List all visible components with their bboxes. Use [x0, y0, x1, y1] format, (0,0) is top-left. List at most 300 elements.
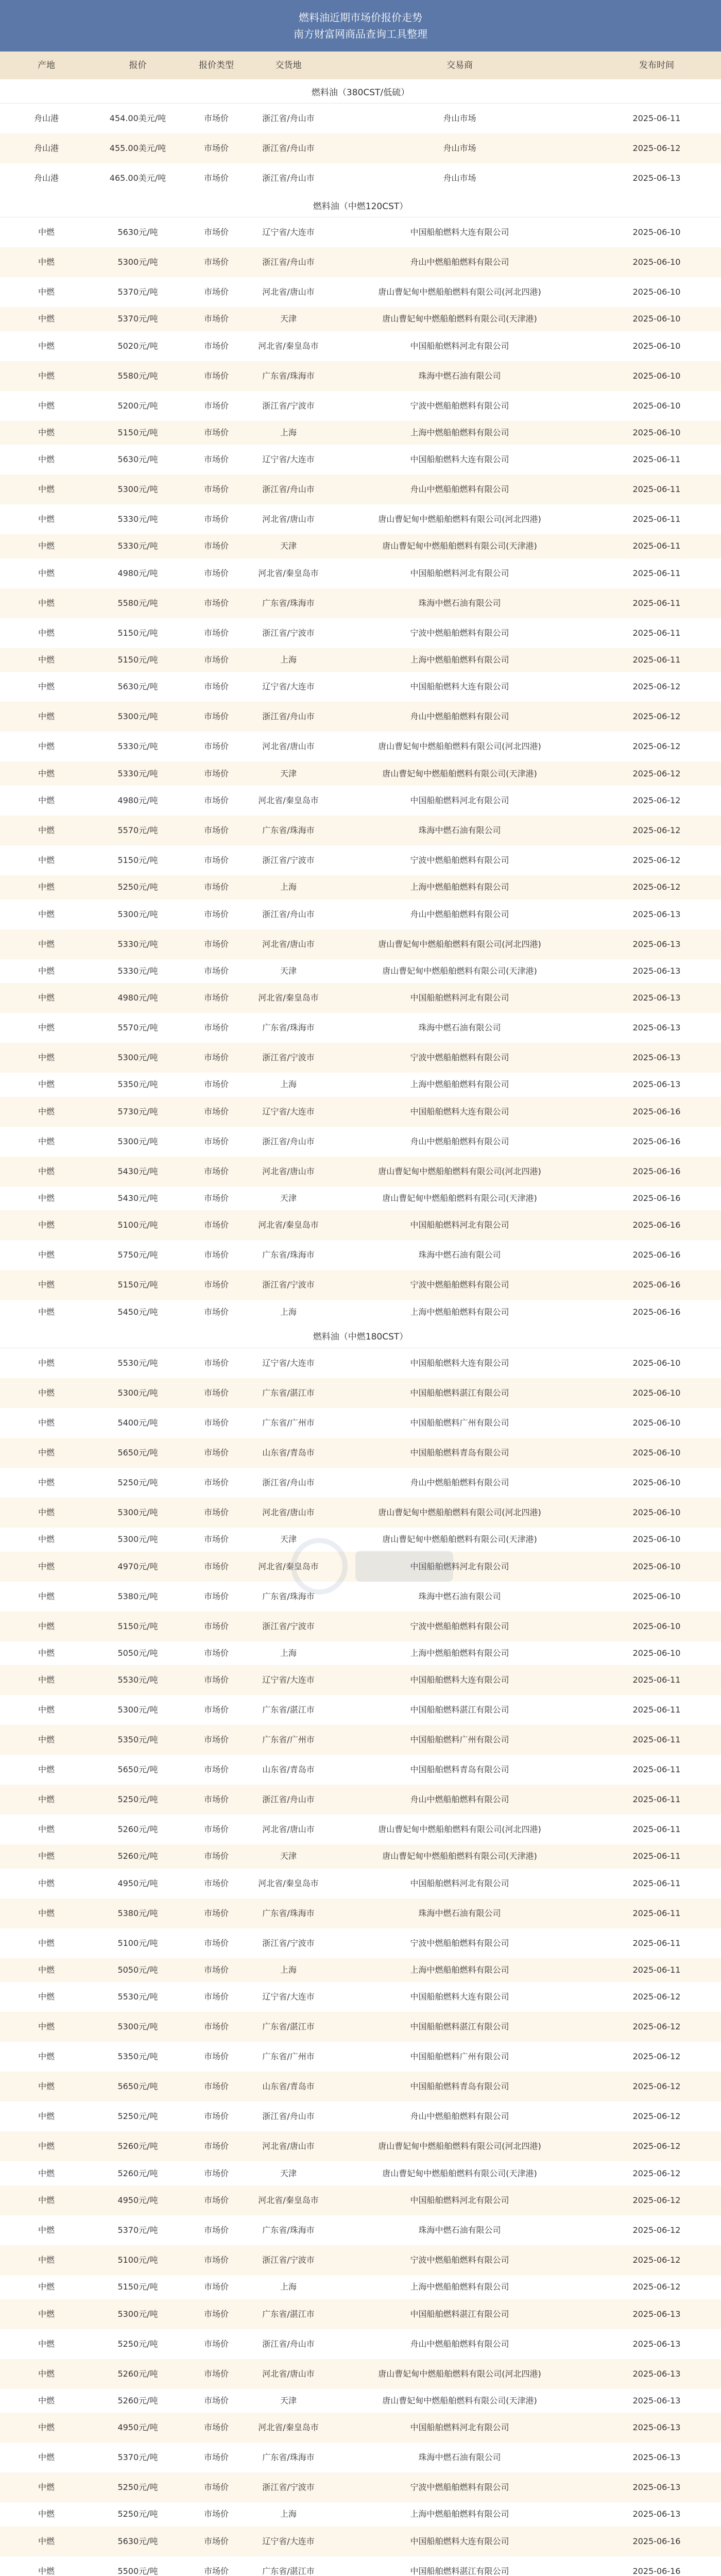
cell-delivery: 山东省/青岛市	[262, 2081, 315, 2092]
cell-price-type: 市场价	[203, 1106, 229, 1116]
table-row	[0, 1043, 721, 1073]
cell-delivery: 广东省/珠海市	[262, 1023, 315, 1033]
table-row	[0, 1073, 721, 1097]
cell-delivery: 河北省/秦皇岛市	[258, 2195, 319, 2205]
cell-origin: 中燃	[38, 1250, 55, 1260]
cell-origin: 中燃	[38, 1358, 55, 1368]
cell-price: 5260元/吨	[117, 1851, 158, 1861]
cell-price-type: 市场价	[203, 1280, 229, 1290]
cell-dealer: 舟山中燃船舶燃料有限公司	[410, 1794, 509, 1805]
cell-price: 454.00美元/吨	[109, 113, 166, 123]
cell-dealer: 上海中燃船舶燃料有限公司	[410, 882, 509, 892]
table-row	[0, 1982, 721, 2012]
cell-price-type: 市场价	[203, 2282, 229, 2292]
cell-date: 2025-06-10	[632, 400, 681, 411]
table-row	[0, 1157, 721, 1187]
cell-origin: 中燃	[38, 514, 55, 524]
cell-origin: 中燃	[38, 628, 55, 638]
cell-origin: 中燃	[38, 1417, 55, 1428]
cell-dealer: 珠海中燃石油有限公司	[418, 1908, 501, 1918]
cell-dealer: 舟山市场	[443, 113, 476, 123]
cell-delivery: 河北省/秦皇岛市	[258, 1878, 319, 1888]
cell-date: 2025-06-16	[632, 1307, 681, 1317]
cell-price: 5300元/吨	[117, 1053, 158, 1063]
cell-date: 2025-06-11	[632, 484, 681, 495]
cell-delivery: 浙江省/舟山市	[262, 2111, 315, 2122]
cell-dealer: 唐山曹妃甸中燃船舶燃料有限公司(天津港)	[382, 965, 537, 976]
table-row	[0, 1755, 721, 1785]
cell-price-type: 市场价	[203, 1387, 229, 1398]
cell-price: 5260元/吨	[117, 2141, 158, 2151]
table-row	[0, 2502, 721, 2527]
cell-origin: 中燃	[38, 341, 55, 351]
cell-origin: 中燃	[38, 1908, 55, 1918]
table-header	[0, 52, 721, 79]
cell-delivery: 上海	[280, 2282, 297, 2292]
cell-price: 5500元/吨	[117, 2566, 158, 2576]
cell-price-type: 市场价	[203, 541, 229, 551]
cell-origin: 中燃	[38, 1851, 55, 1861]
cell-price-type: 市场价	[203, 1417, 229, 1428]
cell-dealer: 珠海中燃石油有限公司	[418, 370, 501, 381]
cell-origin: 中燃	[38, 1878, 55, 1888]
cell-origin: 中燃	[38, 1965, 55, 1975]
cell-delivery: 上海	[280, 427, 297, 437]
cell-price: 5530元/吨	[117, 1358, 158, 1368]
cell-price-type: 市场价	[203, 1053, 229, 1063]
cell-dealer: 舟山中燃船舶燃料有限公司	[410, 909, 509, 919]
cell-price: 5430元/吨	[117, 1166, 158, 1176]
cell-delivery: 广东省/广州市	[262, 1735, 315, 1745]
cell-delivery: 天津	[280, 314, 297, 324]
cell-delivery: 浙江省/舟山市	[262, 2338, 315, 2349]
cell-price: 5260元/吨	[117, 2395, 158, 2405]
cell-price: 5730元/吨	[117, 1106, 158, 1116]
page-title: 燃料油近期市场价报价走势	[299, 11, 422, 24]
cell-date: 2025-06-10	[632, 1477, 681, 1487]
cell-date: 2025-06-11	[632, 1965, 681, 1975]
cell-date: 2025-06-12	[632, 882, 681, 892]
cell-delivery: 河北省/唐山市	[262, 514, 315, 524]
cell-price: 4980元/吨	[117, 993, 158, 1003]
cell-delivery: 河北省/秦皇岛市	[258, 1220, 319, 1230]
cell-date: 2025-06-11	[632, 1675, 681, 1685]
cell-origin: 中燃	[38, 965, 55, 976]
cell-price-type: 市场价	[203, 2309, 229, 2319]
cell-delivery: 天津	[280, 541, 297, 551]
cell-dealer: 唐山曹妃甸中燃船舶燃料有限公司(河北四港)	[378, 1166, 541, 1176]
cell-date: 2025-06-12	[632, 2022, 681, 2032]
cell-price: 5200元/吨	[117, 400, 158, 411]
cell-price-type: 市场价	[203, 227, 229, 237]
cell-delivery: 辽宁省/大连市	[262, 454, 315, 465]
cell-price: 5300元/吨	[117, 2022, 158, 2032]
cell-price: 5250元/吨	[117, 2338, 158, 2349]
cell-price-type: 市场价	[203, 2509, 229, 2519]
cell-dealer: 唐山曹妃甸中燃船舶燃料有限公司(河北四港)	[378, 514, 541, 524]
cell-price-type: 市场价	[203, 598, 229, 608]
cell-price-type: 市场价	[203, 741, 229, 752]
table-row	[0, 2185, 721, 2215]
cell-price: 5250元/吨	[117, 2111, 158, 2122]
cell-price-type: 市场价	[203, 1648, 229, 1658]
cell-price-type: 市场价	[203, 1358, 229, 1368]
cell-price: 5150元/吨	[117, 1621, 158, 1631]
cell-price-type: 市场价	[203, 143, 229, 153]
cell-origin: 中燃	[38, 711, 55, 722]
cell-price-type: 市场价	[203, 568, 229, 578]
table-row	[0, 1127, 721, 1157]
cell-origin: 舟山港	[33, 173, 59, 183]
cell-dealer: 唐山曹妃甸中燃船舶燃料有限公司(河北四港)	[378, 1824, 541, 1835]
cell-price: 5150元/吨	[117, 427, 158, 437]
cell-dealer: 上海中燃船舶燃料有限公司	[410, 2282, 509, 2292]
cell-origin: 中燃	[38, 598, 55, 608]
col-dealer: 交易商	[447, 60, 473, 71]
cell-delivery: 浙江省/舟山市	[262, 1136, 315, 1146]
cell-date: 2025-06-16	[632, 1250, 681, 1260]
cell-price-type: 市场价	[203, 400, 229, 411]
cell-price-type: 市场价	[203, 993, 229, 1003]
cell-price-type: 市场价	[203, 1765, 229, 1775]
cell-dealer: 唐山曹妃甸中燃船舶燃料有限公司(天津港)	[382, 768, 537, 778]
cell-price: 5020元/吨	[117, 341, 158, 351]
cell-price-type: 市场价	[203, 682, 229, 692]
cell-origin: 中燃	[38, 1136, 55, 1146]
page-header	[0, 0, 721, 52]
table-row	[0, 163, 721, 193]
table-row	[0, 1928, 721, 1958]
cell-price-type: 市场价	[203, 2141, 229, 2151]
cell-dealer: 中国船舶燃料湛江有限公司	[410, 2309, 509, 2319]
cell-origin: 中燃	[38, 287, 55, 297]
cell-origin: 中燃	[38, 1106, 55, 1116]
cell-price-type: 市场价	[203, 2022, 229, 2032]
cell-origin: 中燃	[38, 1938, 55, 1948]
cell-delivery: 天津	[280, 965, 297, 976]
cell-price: 5370元/吨	[117, 287, 158, 297]
cell-date: 2025-06-11	[632, 454, 681, 465]
cell-date: 2025-06-11	[632, 1705, 681, 1715]
cell-price: 5300元/吨	[117, 2309, 158, 2319]
cell-price-type: 市场价	[203, 1307, 229, 1317]
cell-delivery: 辽宁省/大连市	[262, 2536, 315, 2546]
cell-price: 5580元/吨	[117, 370, 158, 381]
cell-date: 2025-06-11	[632, 541, 681, 551]
cell-origin: 中燃	[38, 2422, 55, 2433]
table-row	[0, 504, 721, 534]
cell-date: 2025-06-13	[632, 2338, 681, 2349]
cell-dealer: 舟山中燃船舶燃料有限公司	[410, 1136, 509, 1146]
cell-origin: 中燃	[38, 2052, 55, 2062]
cell-origin: 中燃	[38, 2081, 55, 2092]
cell-price-type: 市场价	[203, 1534, 229, 1545]
cell-dealer: 宁波中燃船舶燃料有限公司	[410, 1621, 509, 1631]
cell-price-type: 市场价	[203, 454, 229, 465]
cell-delivery: 广东省/珠海市	[262, 598, 315, 608]
cell-delivery: 浙江省/宁波市	[262, 1280, 315, 1290]
cell-delivery: 河北省/唐山市	[262, 1507, 315, 1517]
cell-date: 2025-06-13	[632, 2368, 681, 2379]
cell-price: 5570元/吨	[117, 825, 158, 835]
table-row	[0, 1378, 721, 1408]
cell-price: 5250元/吨	[117, 882, 158, 892]
cell-origin: 中燃	[38, 1387, 55, 1398]
cell-delivery: 辽宁省/大连市	[262, 682, 315, 692]
cell-origin: 中燃	[38, 1447, 55, 1458]
cell-price-type: 市场价	[203, 1824, 229, 1835]
cell-origin: 中燃	[38, 1220, 55, 1230]
cell-delivery: 上海	[280, 1079, 297, 1090]
table-row	[0, 1695, 721, 1725]
cell-origin: 中燃	[38, 2282, 55, 2292]
table-row	[0, 2443, 721, 2472]
cell-date: 2025-06-13	[632, 173, 681, 183]
cell-date: 2025-06-11	[632, 655, 681, 665]
cell-date: 2025-06-13	[632, 2452, 681, 2463]
cell-dealer: 舟山中燃船舶燃料有限公司	[410, 2338, 509, 2349]
cell-date: 2025-06-12	[632, 143, 681, 153]
cell-origin: 中燃	[38, 541, 55, 551]
cell-dealer: 中国船舶燃料青岛有限公司	[410, 1765, 509, 1775]
table-row	[0, 421, 721, 445]
cell-delivery: 浙江省/宁波市	[262, 628, 315, 638]
cell-origin: 中燃	[38, 427, 55, 437]
cell-price: 465.00美元/吨	[109, 173, 166, 183]
cell-price: 4950元/吨	[117, 2195, 158, 2205]
cell-origin: 中燃	[38, 1507, 55, 1517]
cell-origin: 中燃	[38, 227, 55, 237]
cell-dealer: 中国船舶燃料河北有限公司	[410, 1561, 509, 1571]
cell-date: 2025-06-11	[632, 1878, 681, 1888]
cell-price: 4980元/吨	[117, 795, 158, 805]
cell-delivery: 天津	[280, 2168, 297, 2178]
cell-dealer: 中国船舶燃料河北有限公司	[410, 341, 509, 351]
table-row	[0, 2556, 721, 2576]
cell-date: 2025-06-12	[632, 711, 681, 722]
cell-delivery: 浙江省/舟山市	[262, 113, 315, 123]
cell-price-type: 市场价	[203, 1675, 229, 1685]
cell-price: 5300元/吨	[117, 1136, 158, 1146]
cell-origin: 中燃	[38, 1023, 55, 1033]
cell-origin: 中燃	[38, 1079, 55, 1090]
cell-dealer: 珠海中燃石油有限公司	[418, 1023, 501, 1033]
table-row	[0, 816, 721, 845]
table-row	[0, 2329, 721, 2359]
cell-origin: 中燃	[38, 314, 55, 324]
cell-origin: 中燃	[38, 2225, 55, 2235]
cell-dealer: 中国船舶燃料广州有限公司	[410, 1417, 509, 1428]
cell-origin: 中燃	[38, 1621, 55, 1631]
cell-dealer: 中国船舶燃料大连有限公司	[410, 1992, 509, 2002]
cell-price: 5570元/吨	[117, 1023, 158, 1033]
cell-date: 2025-06-12	[632, 2081, 681, 2092]
cell-date: 2025-06-16	[632, 1280, 681, 1290]
cell-dealer: 中国船舶燃料湛江有限公司	[410, 2566, 509, 2576]
cell-origin: 中燃	[38, 882, 55, 892]
cell-date: 2025-06-13	[632, 2422, 681, 2433]
cell-date: 2025-06-11	[632, 1851, 681, 1861]
cell-price-type: 市场价	[203, 1878, 229, 1888]
cell-delivery: 广东省/珠海市	[262, 2452, 315, 2463]
cell-date: 2025-06-11	[632, 514, 681, 524]
cell-price-type: 市场价	[203, 2422, 229, 2433]
cell-delivery: 上海	[280, 2509, 297, 2519]
table-row	[0, 1552, 721, 1582]
cell-delivery: 河北省/唐山市	[262, 741, 315, 752]
cell-origin: 中燃	[38, 741, 55, 752]
cell-dealer: 中国船舶燃料河北有限公司	[410, 2422, 509, 2433]
cell-price-type: 市场价	[203, 287, 229, 297]
cell-dealer: 珠海中燃石油有限公司	[418, 825, 501, 835]
table-row	[0, 1210, 721, 1240]
cell-price-type: 市场价	[203, 1794, 229, 1805]
cell-origin: 中燃	[38, 2452, 55, 2463]
cell-origin: 中燃	[38, 1648, 55, 1658]
cell-date: 2025-06-12	[632, 2168, 681, 2178]
cell-price-type: 市场价	[203, 882, 229, 892]
cell-delivery: 河北省/唐山市	[262, 1824, 315, 1835]
cell-dealer: 珠海中燃石油有限公司	[418, 2452, 501, 2463]
table-row	[0, 2472, 721, 2502]
cell-dealer: 上海中燃船舶燃料有限公司	[410, 1648, 509, 1658]
cell-price: 5250元/吨	[117, 2509, 158, 2519]
cell-date: 2025-06-13	[632, 2509, 681, 2519]
cell-dealer: 上海中燃船舶燃料有限公司	[410, 655, 509, 665]
cell-price: 5630元/吨	[117, 2536, 158, 2546]
cell-delivery: 辽宁省/大连市	[262, 1106, 315, 1116]
cell-origin: 中燃	[38, 2338, 55, 2349]
cell-price: 5350元/吨	[117, 1735, 158, 1745]
cell-price: 5650元/吨	[117, 1447, 158, 1458]
cell-price: 5300元/吨	[117, 257, 158, 267]
cell-price-type: 市场价	[203, 2081, 229, 2092]
cell-date: 2025-06-10	[632, 341, 681, 351]
cell-price: 5260元/吨	[117, 2368, 158, 2379]
table-row	[0, 247, 721, 277]
cell-date: 2025-06-13	[632, 2309, 681, 2319]
cell-delivery: 广东省/广州市	[262, 2052, 315, 2062]
cell-origin: 中燃	[38, 1705, 55, 1715]
cell-delivery: 浙江省/舟山市	[262, 484, 315, 495]
table-row	[0, 983, 721, 1013]
cell-origin: 中燃	[38, 484, 55, 495]
table-row	[0, 1641, 721, 1666]
cell-price: 5330元/吨	[117, 939, 158, 949]
cell-dealer: 宁波中燃船舶燃料有限公司	[410, 1053, 509, 1063]
cell-price-type: 市场价	[203, 655, 229, 665]
cell-price-type: 市场价	[203, 2195, 229, 2205]
cell-date: 2025-06-12	[632, 855, 681, 865]
cell-delivery: 河北省/秦皇岛市	[258, 341, 319, 351]
cell-price-type: 市场价	[203, 314, 229, 324]
table-row	[0, 1612, 721, 1641]
cell-dealer: 中国船舶燃料广州有限公司	[410, 2052, 509, 2062]
cell-date: 2025-06-12	[632, 2225, 681, 2235]
cell-dealer: 唐山曹妃甸中燃船舶燃料有限公司(天津港)	[382, 541, 537, 551]
cell-delivery: 山东省/青岛市	[262, 1447, 315, 1458]
cell-dealer: 中国船舶燃料河北有限公司	[410, 1220, 509, 1230]
cell-date: 2025-06-13	[632, 993, 681, 1003]
cell-delivery: 广东省/湛江市	[262, 1705, 315, 1715]
table-row	[0, 929, 721, 959]
cell-price-type: 市场价	[203, 2225, 229, 2235]
cell-origin: 中燃	[38, 909, 55, 919]
cell-delivery: 广东省/珠海市	[262, 825, 315, 835]
cell-price: 5250元/吨	[117, 1794, 158, 1805]
cell-dealer: 中国船舶燃料湛江有限公司	[410, 1705, 509, 1715]
cell-dealer: 中国船舶燃料青岛有限公司	[410, 2081, 509, 2092]
cell-origin: 中燃	[38, 2022, 55, 2032]
cell-date: 2025-06-11	[632, 1908, 681, 1918]
cell-date: 2025-06-11	[632, 1765, 681, 1775]
table-body	[0, 79, 721, 2576]
cell-date: 2025-06-10	[632, 314, 681, 324]
table-row	[0, 534, 721, 558]
cell-price: 5260元/吨	[117, 1824, 158, 1835]
cell-dealer: 唐山曹妃甸中燃船舶燃料有限公司(河北四港)	[378, 287, 541, 297]
table-row	[0, 1815, 721, 1844]
cell-price: 5630元/吨	[117, 227, 158, 237]
cell-dealer: 舟山中燃船舶燃料有限公司	[410, 257, 509, 267]
cell-date: 2025-06-12	[632, 2111, 681, 2122]
cell-delivery: 广东省/珠海市	[262, 1908, 315, 1918]
cell-date: 2025-06-12	[632, 768, 681, 778]
table-row	[0, 331, 721, 361]
cell-date: 2025-06-12	[632, 2255, 681, 2265]
table-row	[0, 277, 721, 307]
cell-price-type: 市场价	[203, 909, 229, 919]
cell-price-type: 市场价	[203, 1591, 229, 1601]
cell-price: 5150元/吨	[117, 855, 158, 865]
cell-date: 2025-06-10	[632, 1387, 681, 1398]
cell-date: 2025-06-13	[632, 2482, 681, 2493]
cell-dealer: 中国船舶燃料大连有限公司	[410, 682, 509, 692]
cell-price-type: 市场价	[203, 1851, 229, 1861]
table-row	[0, 361, 721, 391]
table-row	[0, 1869, 721, 1899]
cell-price: 5150元/吨	[117, 1280, 158, 1290]
table-row	[0, 1300, 721, 1324]
cell-price: 5750元/吨	[117, 1250, 158, 1260]
cell-origin: 中燃	[38, 257, 55, 267]
cell-dealer: 唐山曹妃甸中燃船舶燃料有限公司(天津港)	[382, 2395, 537, 2405]
cell-dealer: 宁波中燃船舶燃料有限公司	[410, 855, 509, 865]
cell-price-type: 市场价	[203, 113, 229, 123]
cell-price-type: 市场价	[203, 2168, 229, 2178]
cell-origin: 中燃	[38, 1477, 55, 1487]
cell-dealer: 珠海中燃石油有限公司	[418, 2225, 501, 2235]
cell-price: 5330元/吨	[117, 768, 158, 778]
cell-price-type: 市场价	[203, 1447, 229, 1458]
cell-price-type: 市场价	[203, 1220, 229, 1230]
cell-date: 2025-06-10	[632, 370, 681, 381]
cell-delivery: 浙江省/舟山市	[262, 1794, 315, 1805]
cell-price-type: 市场价	[203, 1250, 229, 1260]
cell-price: 5350元/吨	[117, 1079, 158, 1090]
cell-delivery: 上海	[280, 1648, 297, 1658]
cell-price: 5630元/吨	[117, 682, 158, 692]
cell-price: 5370元/吨	[117, 2452, 158, 2463]
cell-dealer: 宁波中燃船舶燃料有限公司	[410, 2482, 509, 2493]
cell-dealer: 中国船舶燃料大连有限公司	[410, 2536, 509, 2546]
table-row	[0, 2131, 721, 2161]
cell-date: 2025-06-13	[632, 2395, 681, 2405]
cell-dealer: 中国船舶燃料青岛有限公司	[410, 1447, 509, 1458]
cell-delivery: 广东省/珠海市	[262, 2225, 315, 2235]
cell-origin: 中燃	[38, 370, 55, 381]
cell-date: 2025-06-13	[632, 1023, 681, 1033]
